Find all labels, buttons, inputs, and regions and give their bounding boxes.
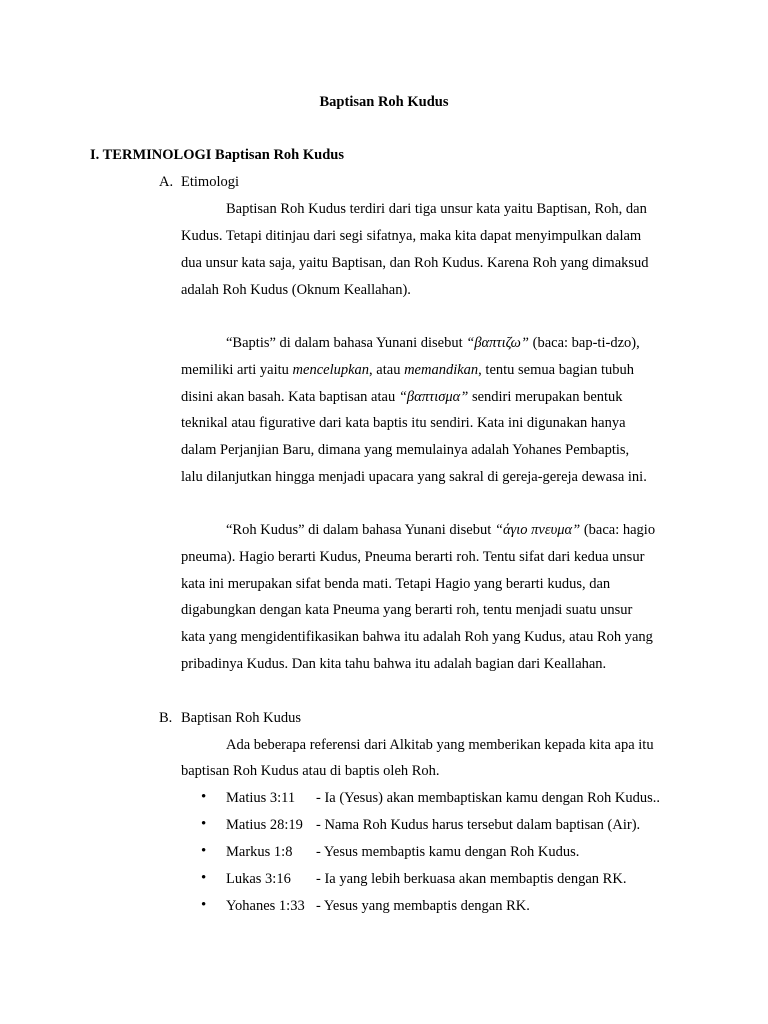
- subsection-a-letter: A.: [159, 174, 174, 190]
- paragraph-line: dua unsur kata saja, yaitu Baptisan, dan Roh Kudus. Karena Roh yang dimaksud: [181, 255, 649, 271]
- bullet-icon: •: [201, 789, 207, 805]
- reference-description: - Yesus membaptis kamu dengan Roh Kudus.: [316, 844, 580, 860]
- bullet-icon: •: [201, 870, 207, 886]
- greek-term: “βαπτιζω”: [466, 335, 529, 351]
- paragraph-line: Ada beberapa referensi dari Alkitab yang memberikan kepada kita apa itu: [226, 737, 654, 753]
- reference-description: - Nama Roh Kudus harus tersebut dalam baptisan (Air).: [316, 817, 641, 833]
- reference-verse: Matius 3:11: [226, 790, 296, 806]
- bullet-icon: •: [201, 897, 207, 913]
- paragraph-line: lalu dilanjutkan hingga menjadi upacara yang sakral di gereja-gereja dewasa ini.: [181, 469, 647, 485]
- paragraph-line: digabungkan dengan kata Pneuma yang berarti roh, tentu menjadi suatu unsur: [181, 602, 633, 618]
- bullet-icon: •: [201, 843, 207, 859]
- reference-description: - Ia (Yesus) akan membaptiskan kamu dengan Roh Kudus..: [316, 790, 661, 806]
- paragraph-line: dalam Perjanjian Baru, dimana yang memulainya adalah Yohanes Pembaptis,: [181, 442, 630, 458]
- reference-description: - Ia yang lebih berkuasa akan membaptis dengan RK.: [316, 871, 627, 887]
- paragraph-line: baptisan Roh Kudus atau di baptis oleh Roh.: [181, 763, 440, 779]
- subsection-a-label: Etimologi: [181, 174, 239, 190]
- document-title: Baptisan Roh Kudus: [319, 94, 449, 110]
- reference-verse: Lukas 3:16: [226, 871, 291, 887]
- paragraph-line: Kudus. Tetapi ditinjau dari segi sifatnya, maka kita dapat menyimpulkan dalam: [181, 228, 642, 244]
- reference-verse: Markus 1:8: [226, 844, 293, 860]
- paragraph-line: pneuma). Hagio berarti Kudus, Pneuma berarti roh. Tentu sifat dari kedua unsur: [181, 549, 645, 565]
- reference-description: - Yesus yang membaptis dengan RK.: [316, 898, 530, 914]
- greek-term: “άγιο πνευμα”: [494, 522, 581, 538]
- subsection-b-letter: B.: [159, 710, 173, 726]
- paragraph-line: memiliki arti yaitu mencelupkan, atau memandikan, tentu semua bagian tubuh: [181, 362, 635, 378]
- paragraph-line: Baptisan Roh Kudus terdiri dari tiga unsur kata yaitu Baptisan, Roh, dan: [226, 201, 647, 217]
- italic-term: mencelupkan: [292, 362, 370, 378]
- paragraph-line: adalah Roh Kudus (Oknum Keallahan).: [181, 282, 411, 298]
- paragraph-line: pribadinya Kudus. Dan kita tahu bahwa itu adalah bagian dari Keallahan.: [181, 656, 607, 672]
- paragraph-line: “Roh Kudus” di dalam bahasa Yunani disebut “άγιο πνευμα” (baca: hagio: [226, 522, 656, 538]
- subsection-b-label: Baptisan Roh Kudus: [181, 710, 302, 726]
- paragraph-line: kata ini merupakan sifat benda mati. Tetapi Hagio yang berarti kudus, dan: [181, 576, 611, 592]
- italic-term: memandikan: [404, 362, 479, 378]
- bullet-icon: •: [201, 816, 207, 832]
- paragraph-line: teknikal atau figurative dari kata baptis itu sendiri. Kata ini digunakan hanya: [181, 415, 626, 431]
- paragraph-line: “Baptis” di dalam bahasa Yunani disebut “βαπτιζω” (baca: bap-ti-dzo),: [226, 335, 640, 351]
- reference-verse: Yohanes 1:33: [226, 898, 305, 914]
- section-heading-terminologi: I. TERMINOLOGI Baptisan Roh Kudus: [90, 147, 344, 163]
- paragraph-line: disini akan basah. Kata baptisan atau “βαπτισμα” sendiri merupakan bentuk: [181, 389, 623, 405]
- greek-term: “βαπτισμα”: [398, 389, 469, 405]
- reference-verse: Matius 28:19: [226, 817, 303, 833]
- paragraph-line: kata yang mengidentifikasikan bahwa itu adalah Roh yang Kudus, atau Roh yang: [181, 629, 653, 645]
